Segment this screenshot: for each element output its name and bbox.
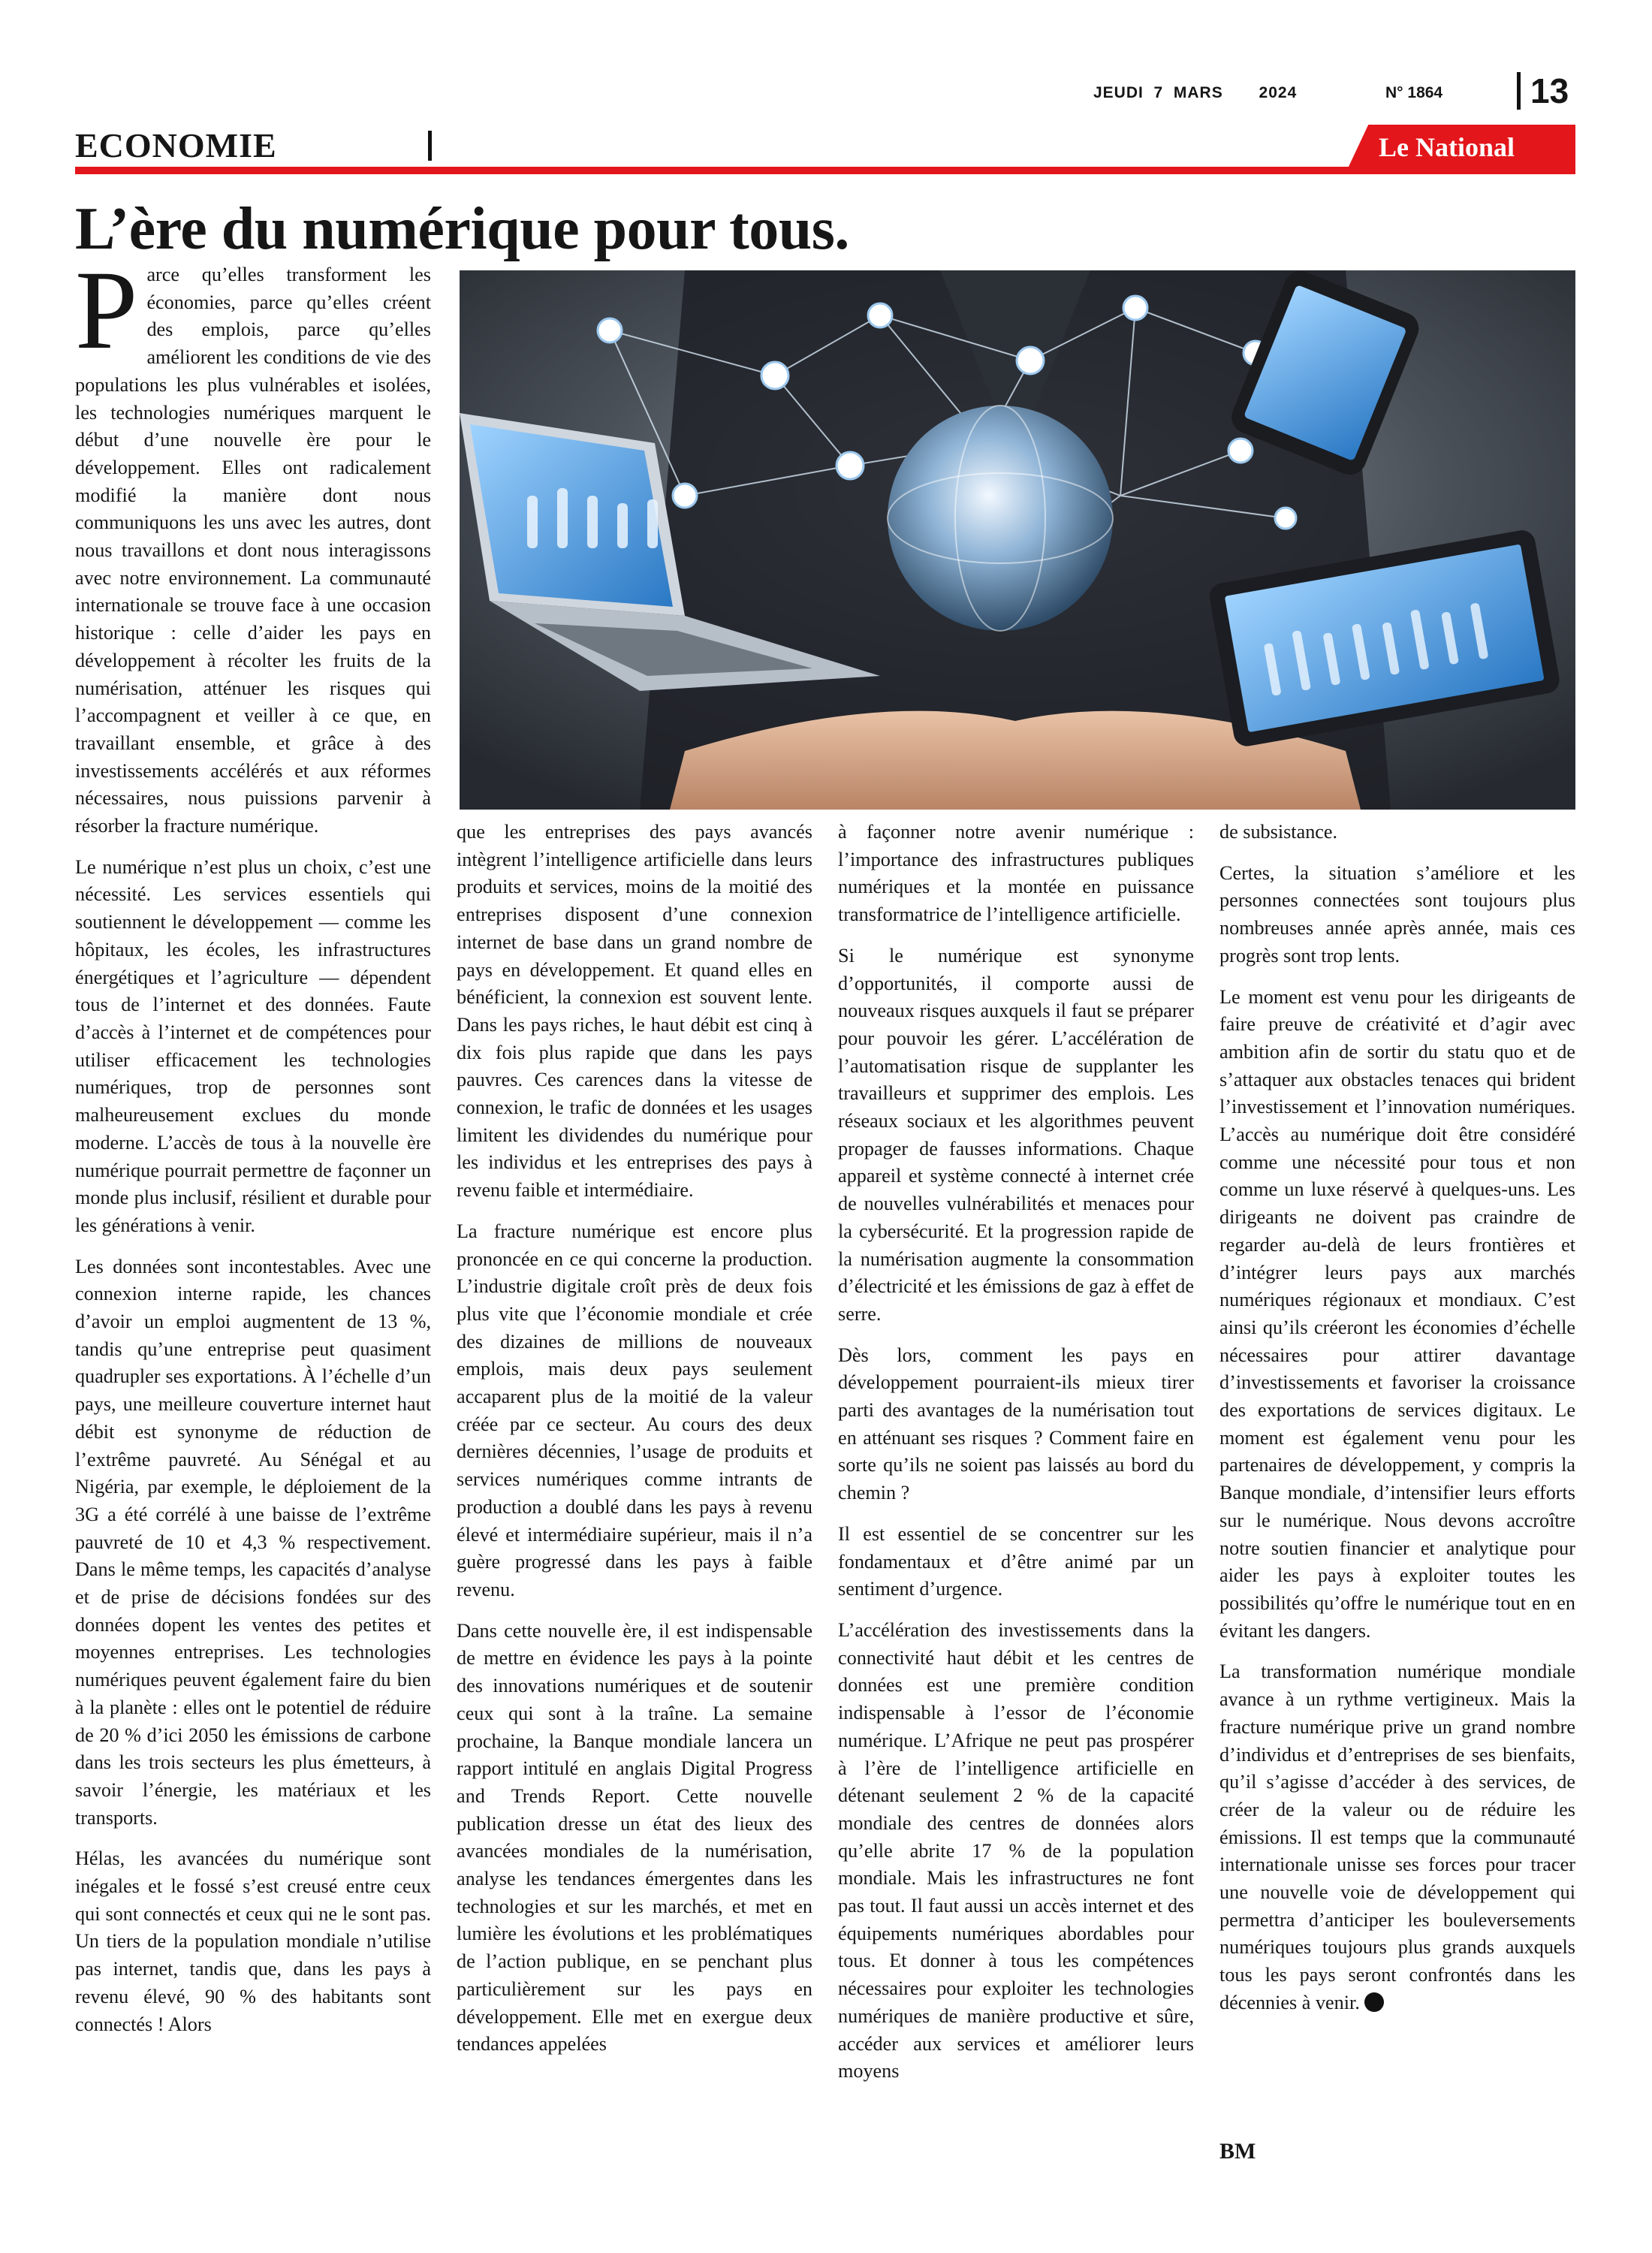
section-divider bbox=[428, 131, 432, 161]
paragraph: de subsistance. bbox=[1219, 821, 1338, 843]
paragraph: à façonner notre avenir numérique : l’importance des infrastructures publiques numériques et la montée en puissance transformatrice de l’intelligence artificielle. bbox=[838, 821, 1194, 926]
article-column-1 bbox=[75, 248, 431, 2052]
end-of-article-icon bbox=[1364, 1992, 1384, 2012]
publication-name: Le National bbox=[1379, 132, 1515, 162]
paragraph: que les entreprises des pays avancés intègrent l’intelligence artificielle dans leurs produits et services, moins de la moitié des entreprises disposent d’une connexion internet de base dans un grand nombre de pays en développement. Et quand elles en bénéficient, la connexion est souvent lente. Dans les pays riches, le haut débit est cinq à dix fois plus rapide que dans les pays pauvres. Ces carences dans la vitesse de connexion, le trafic de données et les usages limitent les dividendes du numérique pour les individus et les entreprises des pays à revenu faible et intermédiaire. bbox=[457, 821, 812, 1202]
paragraph: Hélas, les avancées du numérique sont inégales et le fossé s’est creusé entre ceux qui sont connectés et ceux qui ne le sont pas. Un tiers de la population mondiale n’utilise pas internet, tandis que, dans les pays à revenu élevé, 90 % des habitants sont connectés ! Alors bbox=[75, 1847, 431, 2035]
paragraph: Certes, la situation s’améliore et les personnes connectées sont toujours plus nombreuses année après année, mais ces progrès sont trop lents. bbox=[1219, 861, 1575, 967]
article-column-4 bbox=[1219, 819, 1575, 2031]
drop-cap: P bbox=[75, 248, 138, 372]
paragraph: Dès lors, comment les pays en développement pourraient-ils mieux tirer parti des avantages de la numérisation tout en atténuant ses risques ? Comment faire en sorte qu’ils ne soient pas laissés au bord du chemin ? bbox=[838, 1344, 1194, 1504]
paragraph: La fracture numérique est encore plus prononcée en ce qui concerne la production. L’industrie digitale croît près de deux fois plus vite que l’économie mondiale et crée des dizaines de millions de nouveaux emplois, mais deux pays seulement accaparent plus de la moitié de la valeur créée par ce secteur. Au cours des deux dernières décennies, l’usage de produits et services numériques comme intrants de production a doublé dans les pays à revenu élevé et intermédiaire supérieur, mais il n’a guère progressé dans les pays à faible revenu. bbox=[457, 1220, 812, 1600]
header-divider bbox=[1517, 72, 1521, 110]
article-title: L’ère du numérique pour tous. bbox=[75, 196, 849, 262]
paragraph bbox=[75, 248, 431, 840]
paragraph-text: arce qu’elles transforment les économies, parce qu’elles créent des emplois, parce qu’elles améliorent les conditions de vie des populations les plus vulnérables et isolées, les technologies numériques marquent le début d’une nouvelle ère pour le développement. Elles ont radicalement modifié la manière dont nous communiquons les uns avec les autres, dont nous travaillons et dont nous interagissons avec notre environnement. La communauté internationale se trouve face à une occasion historique : celle d’aider les pays en développement à récolter les fruits de la numérisation, atténuer les risques qui l’accompagnent et veiller à ce que, en travaillant ensemble, et grâce à des investissements accélérés et aux réformes nécessaires, nous puissions parvenir à résorber la fracture numérique. bbox=[75, 264, 431, 837]
paragraph: Dans cette nouvelle ère, il est indispensable de mettre en évidence les pays à la pointe des innovations numériques et de soutenir ceux qui sont à la traîne. La semaine prochaine, la Banque mondiale lancera un rapport intitulé en anglais Digital Progress and Trends Report. Cette nouvelle publication dresse un état des lieux des avancées mondiales de la numérisation, analyse les tendances émergentes dans les technologies et sur les marchés, et met en lumière les évolutions et les problématiques de l’action publique, en se penchant plus particulièrement sur les pays en développement. Elle met en exergue deux tendances appelées bbox=[457, 1619, 812, 2055]
issue-date: JEUDI 7 MARS 2024 bbox=[1093, 84, 1298, 101]
article-column-3 bbox=[838, 819, 1194, 2099]
article-photo bbox=[460, 270, 1575, 810]
digital-network-hands-icon bbox=[460, 270, 1575, 810]
paragraph: L’accélération des investissements dans la connectivité haut débit et les centres de données est une première condition indispensable à l’essor de l’économie numérique. L’Afrique ne peut pas prospérer à l’ère de l’intelligence artificielle en détenant seulement 2 % de la capacité mondiale des centres de données alors qu’elle abrite 17 % de la population mondiale. Mais les infrastructures ne font pas tout. Il faut aussi un accès internet et des équipements numériques abordables pour tous. Et donner à tous les compétences nécessaires pour exploiter les technologies numériques de manière productive et sûre, accéder aux services et améliorer leurs moyens bbox=[838, 1618, 1194, 2083]
issue-number: N° 1864 bbox=[1385, 84, 1443, 101]
article-column-2 bbox=[457, 819, 812, 2072]
paragraph-text: La transformation numérique mondiale avance à un rythme vertigineux. Mais la fracture numérique prive un grand nombre d’individus et d’entreprises de ses bienfaits, qu’il s’agisse d’accéder à des services, de créer de la valeur ou de réduire les émissions. Il est temps que la communauté internationale unisse ses forces pour tracer une nouvelle voie de développement qui permettra d’anticiper les bouleversements numériques toujours plus grands auxquels tous les pays seront confrontés dans les décennies à venir. bbox=[1219, 1660, 1575, 2013]
page-number: 13 bbox=[1530, 71, 1569, 110]
section-title: ECONOMIE bbox=[75, 126, 277, 164]
article-author: BM bbox=[1219, 2139, 1256, 2164]
paragraph: Le moment est venu pour les dirigeants de faire preuve de créativité et d’agir avec ambition afin de sortir du statu quo et de s’attaquer aux obstacles tenaces qui brident l’investissement et l’innovation numériques. L’accès au numérique doit être considéré comme une nécessité pour tous et non comme un luxe réservé à quelques-uns. Les dirigeants ne doivent pas craindre de regarder au-delà de leurs frontières et d’intégrer leurs pays aux marchés numériques régionaux et mondiaux. C’est ainsi qu’ils créeront les économies d’échelle nécessaires pour attirer davantage d’investissements et favoriser la croissance des exportations de services digitaux. Le moment est également venu pour les partenaires de développement, y compris la Banque mondiale, d’intensifier leurs efforts sur le numérique. Nous devons accroître notre soutien financier et analytique pour aider les pays à exploiter toutes les possibilités qu’offre le numérique tout en en évitant les dangers. bbox=[1219, 985, 1575, 1642]
paragraph: Si le numérique est synonyme d’opportunités, il comporte aussi de nouveaux risques auxquels il faut se préparer pour pouvoir les gérer. L’accélération de l’automatisation risque de supplanter les travailleurs et supprimer des emplois. Les réseaux sociaux et les algorithmes peuvent propager de fausses informations. Chaque appareil et système connecté à internet crée de nouvelles vulnérabilités et menaces pour la cybersécurité. Et la progression rapide de la numérisation augmente la consommation d’électricité et les émissions de gaz à effet de serre. bbox=[838, 944, 1194, 1325]
paragraph: Il est essentiel de se concentrer sur les fondamentaux et d’être animé par un sentiment d’urgence. bbox=[838, 1522, 1194, 1600]
paragraph: Les données sont incontestables. Avec une connexion interne rapide, les chances d’avoir un emploi augmentent de 13 %, tandis qu’une entreprise peut quasiment quadrupler ses exportations. À l’échelle d’un pays, une meilleure couverture internet haut débit est synonyme de réduction de l’extrême pauvreté. Au Sénégal et au Nigéria, par exemple, le déploiement de la 3G a été corrélé à une baisse de l’extrême pauvreté de 10 et 4,3 % respectivement. Dans le même temps, les capacités d’analyse et de prise de décisions fondées sur des données dopent les ventes des petites et moyennes entreprises. Les technologies numériques peuvent également faire du bien à la planète : elles ont le potentiel de réduire de 20 % d’ici 2050 les émissions de carbone dans les trois secteurs les plus émetteurs, à savoir l’énergie, les matériaux et les transports. bbox=[75, 1255, 431, 1829]
paragraph: Le numérique n’est plus un choix, c’est une nécessité. Les services essentiels qui soutiennent le développement — comme les hôpitaux, les écoles, les infrastructures énergétiques et l’agriculture — dépendent tous de l’internet et des données. Faute d’accès à l’internet et de compétences pour utiliser efficacement les technologies numériques, trop de personnes sont malheureusement exclues du monde moderne. L’accès de tous à la nouvelle ère numérique pourrait permettre de façonner un monde plus inclusif, résilient et durable pour les générations à venir. bbox=[75, 855, 431, 1236]
paragraph bbox=[1219, 1658, 1575, 2016]
